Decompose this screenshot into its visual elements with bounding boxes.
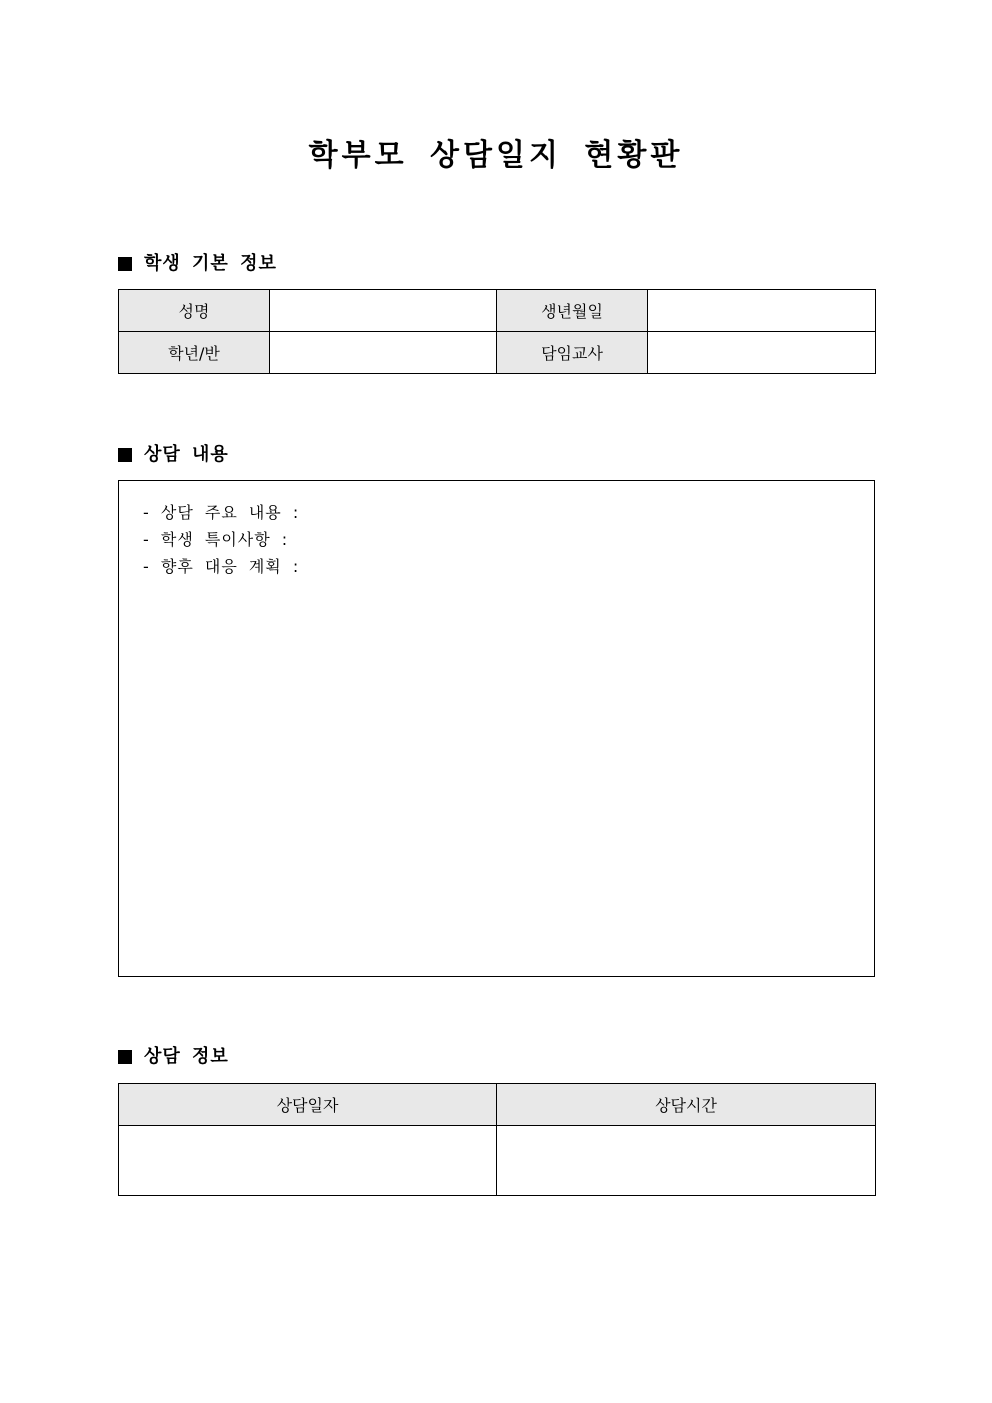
list-item: - 향후 대응 계획 : bbox=[143, 557, 300, 576]
student-info-heading bbox=[118, 252, 277, 276]
list-item: - 상담 주요 내용 : bbox=[143, 503, 300, 522]
list-item: - 학생 특이사항 : bbox=[143, 530, 289, 549]
date-label: 상담일자 bbox=[119, 1084, 497, 1126]
grade-field[interactable] bbox=[270, 332, 497, 374]
content-heading bbox=[118, 443, 229, 467]
birth-field[interactable] bbox=[648, 290, 876, 332]
square-bullet-icon bbox=[118, 257, 132, 271]
content-list bbox=[143, 499, 874, 580]
teacher-field[interactable] bbox=[648, 332, 876, 374]
page-title: 학부모 상담일지 현황판 bbox=[308, 138, 684, 173]
content-heading-label: 상담 내용 bbox=[144, 444, 229, 465]
student-info-table bbox=[118, 289, 876, 374]
time-label: 상담시간 bbox=[497, 1084, 876, 1126]
meta-heading bbox=[118, 1045, 229, 1069]
student-info-heading-label: 학생 기본 정보 bbox=[144, 253, 277, 274]
square-bullet-icon bbox=[118, 448, 132, 462]
table-row bbox=[119, 1084, 876, 1126]
table-row bbox=[119, 332, 876, 374]
time-field[interactable] bbox=[497, 1126, 876, 1196]
square-bullet-icon bbox=[118, 1050, 132, 1064]
date-field[interactable] bbox=[119, 1126, 497, 1196]
table-row bbox=[119, 290, 876, 332]
table-row bbox=[119, 1126, 876, 1196]
grade-label: 학년/반 bbox=[119, 332, 270, 374]
content-box[interactable] bbox=[118, 480, 875, 977]
birth-label: 생년월일 bbox=[497, 290, 648, 332]
meta-table bbox=[118, 1083, 876, 1196]
meta-heading-label: 상담 정보 bbox=[144, 1046, 229, 1067]
name-label: 성명 bbox=[119, 290, 270, 332]
teacher-label: 담임교사 bbox=[497, 332, 648, 374]
name-field[interactable] bbox=[270, 290, 497, 332]
